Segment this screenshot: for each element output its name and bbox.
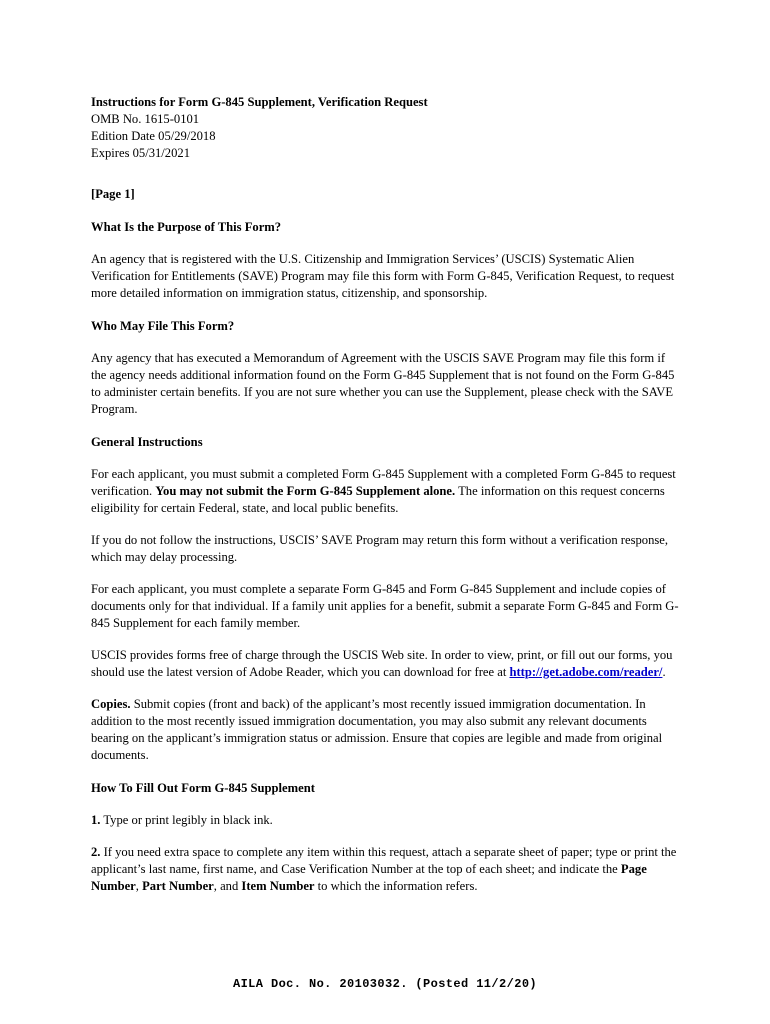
page-label: [Page 1]	[91, 187, 135, 201]
general-p4-start: USCIS provides forms free of charge through the USCIS Web site. In order to view, print, or fill out our forms, you should use the latest version of Adobe Reader, which you can download for free at	[91, 648, 673, 679]
item-1-number: 1.	[91, 813, 101, 827]
who-may-file-text: Any agency that has executed a Memorandum of Agreement with the USCIS SAVE Program may file this form if the agency needs additional information found on the Form G-845 Supplement that is not found on the Form G-845 to administer certain benefits. If you are not sure whether you can use the Supplement, please check with the SAVE Program.	[91, 351, 675, 416]
omb-number: OMB No. 1615-0101	[91, 112, 200, 126]
fill-out-heading: How To Fill Out Form G-845 Supplement	[91, 781, 315, 795]
document-header	[91, 94, 681, 162]
item-2-number: 2.	[91, 845, 101, 859]
general-p1-bold: You may not submit the Form G-845 Supplement alone.	[155, 484, 456, 498]
general-paragraph-4	[91, 647, 681, 681]
item-number-term: Item Number	[241, 879, 315, 893]
edition-date: Edition Date 05/29/2018	[91, 129, 216, 143]
adobe-reader-link[interactable]: http://get.adobe.com/reader/	[509, 665, 663, 679]
document-body	[91, 94, 681, 895]
instruction-item-2	[91, 844, 681, 895]
item-2-separator-2: , and	[213, 879, 242, 893]
copies-paragraph	[91, 696, 681, 764]
general-paragraph-3: For each applicant, you must complete a separate Form G-845 and Form G-845 Supplement and include copies of documents only for that individual. If a family unit applies for a benefit, submit a separate Form G-845 and Form G-845 Supplement for each family member.	[91, 582, 679, 630]
general-p1-end: The information on this request concerns eligibility for certain Federal, state, and local public benefits.	[91, 484, 665, 515]
item-1-text: Type or print legibly in black ink.	[100, 813, 273, 827]
copies-text: Submit copies (front and back) of the applicant’s most recently issued immigration documentation. In addition to the most recently issued immigration documentation, you may also submit any relevant documents bearing on the applicant’s immigration status or admission. Ensure that copies are legible and made from original documents.	[91, 697, 663, 762]
document-footer: AILA Doc. No. 20103032. (Posted 11/2/20)	[232, 977, 538, 991]
general-p1-start: For each applicant, you must submit a completed Form G-845 Supplement with a completed Form G-845 to request verification.	[91, 467, 676, 498]
expiration-date: Expires 05/31/2021	[91, 146, 190, 160]
item-2-text-end: to which the information refers.	[314, 879, 478, 893]
general-paragraph-1	[91, 466, 681, 517]
instruction-item-1	[91, 812, 681, 829]
purpose-heading: What Is the Purpose of This Form?	[91, 220, 282, 234]
purpose-text: An agency that is registered with the U.S. Citizenship and Immigration Services’ (USCIS) Systematic Alien Verification for Entitlements (SAVE) Program may file this form with Form G-845, Verification Request, to request more detailed information on immigration status, citizenship, and sponsorship.	[91, 252, 675, 300]
item-2-separator-1: ,	[135, 879, 143, 893]
part-number-term: Part Number	[142, 879, 214, 893]
general-paragraph-2: If you do not follow the instructions, USCIS’ SAVE Program may return this form without a verification response, which may delay processing.	[91, 533, 669, 564]
copies-label: Copies.	[91, 697, 131, 711]
general-instructions-heading: General Instructions	[91, 435, 203, 449]
page-number-term: Page Number	[91, 862, 647, 893]
item-2-text-start: If you need extra space to complete any item within this request, attach a separate sheet of paper; type or print the applicant’s last name, first name, and Case Verification Number at the top of each sheet; and indicate the	[91, 845, 677, 876]
general-p4-end: .	[662, 665, 666, 679]
document-title: Instructions for Form G-845 Supplement, Verification Request	[91, 95, 428, 109]
who-may-file-heading: Who May File This Form?	[91, 319, 235, 333]
